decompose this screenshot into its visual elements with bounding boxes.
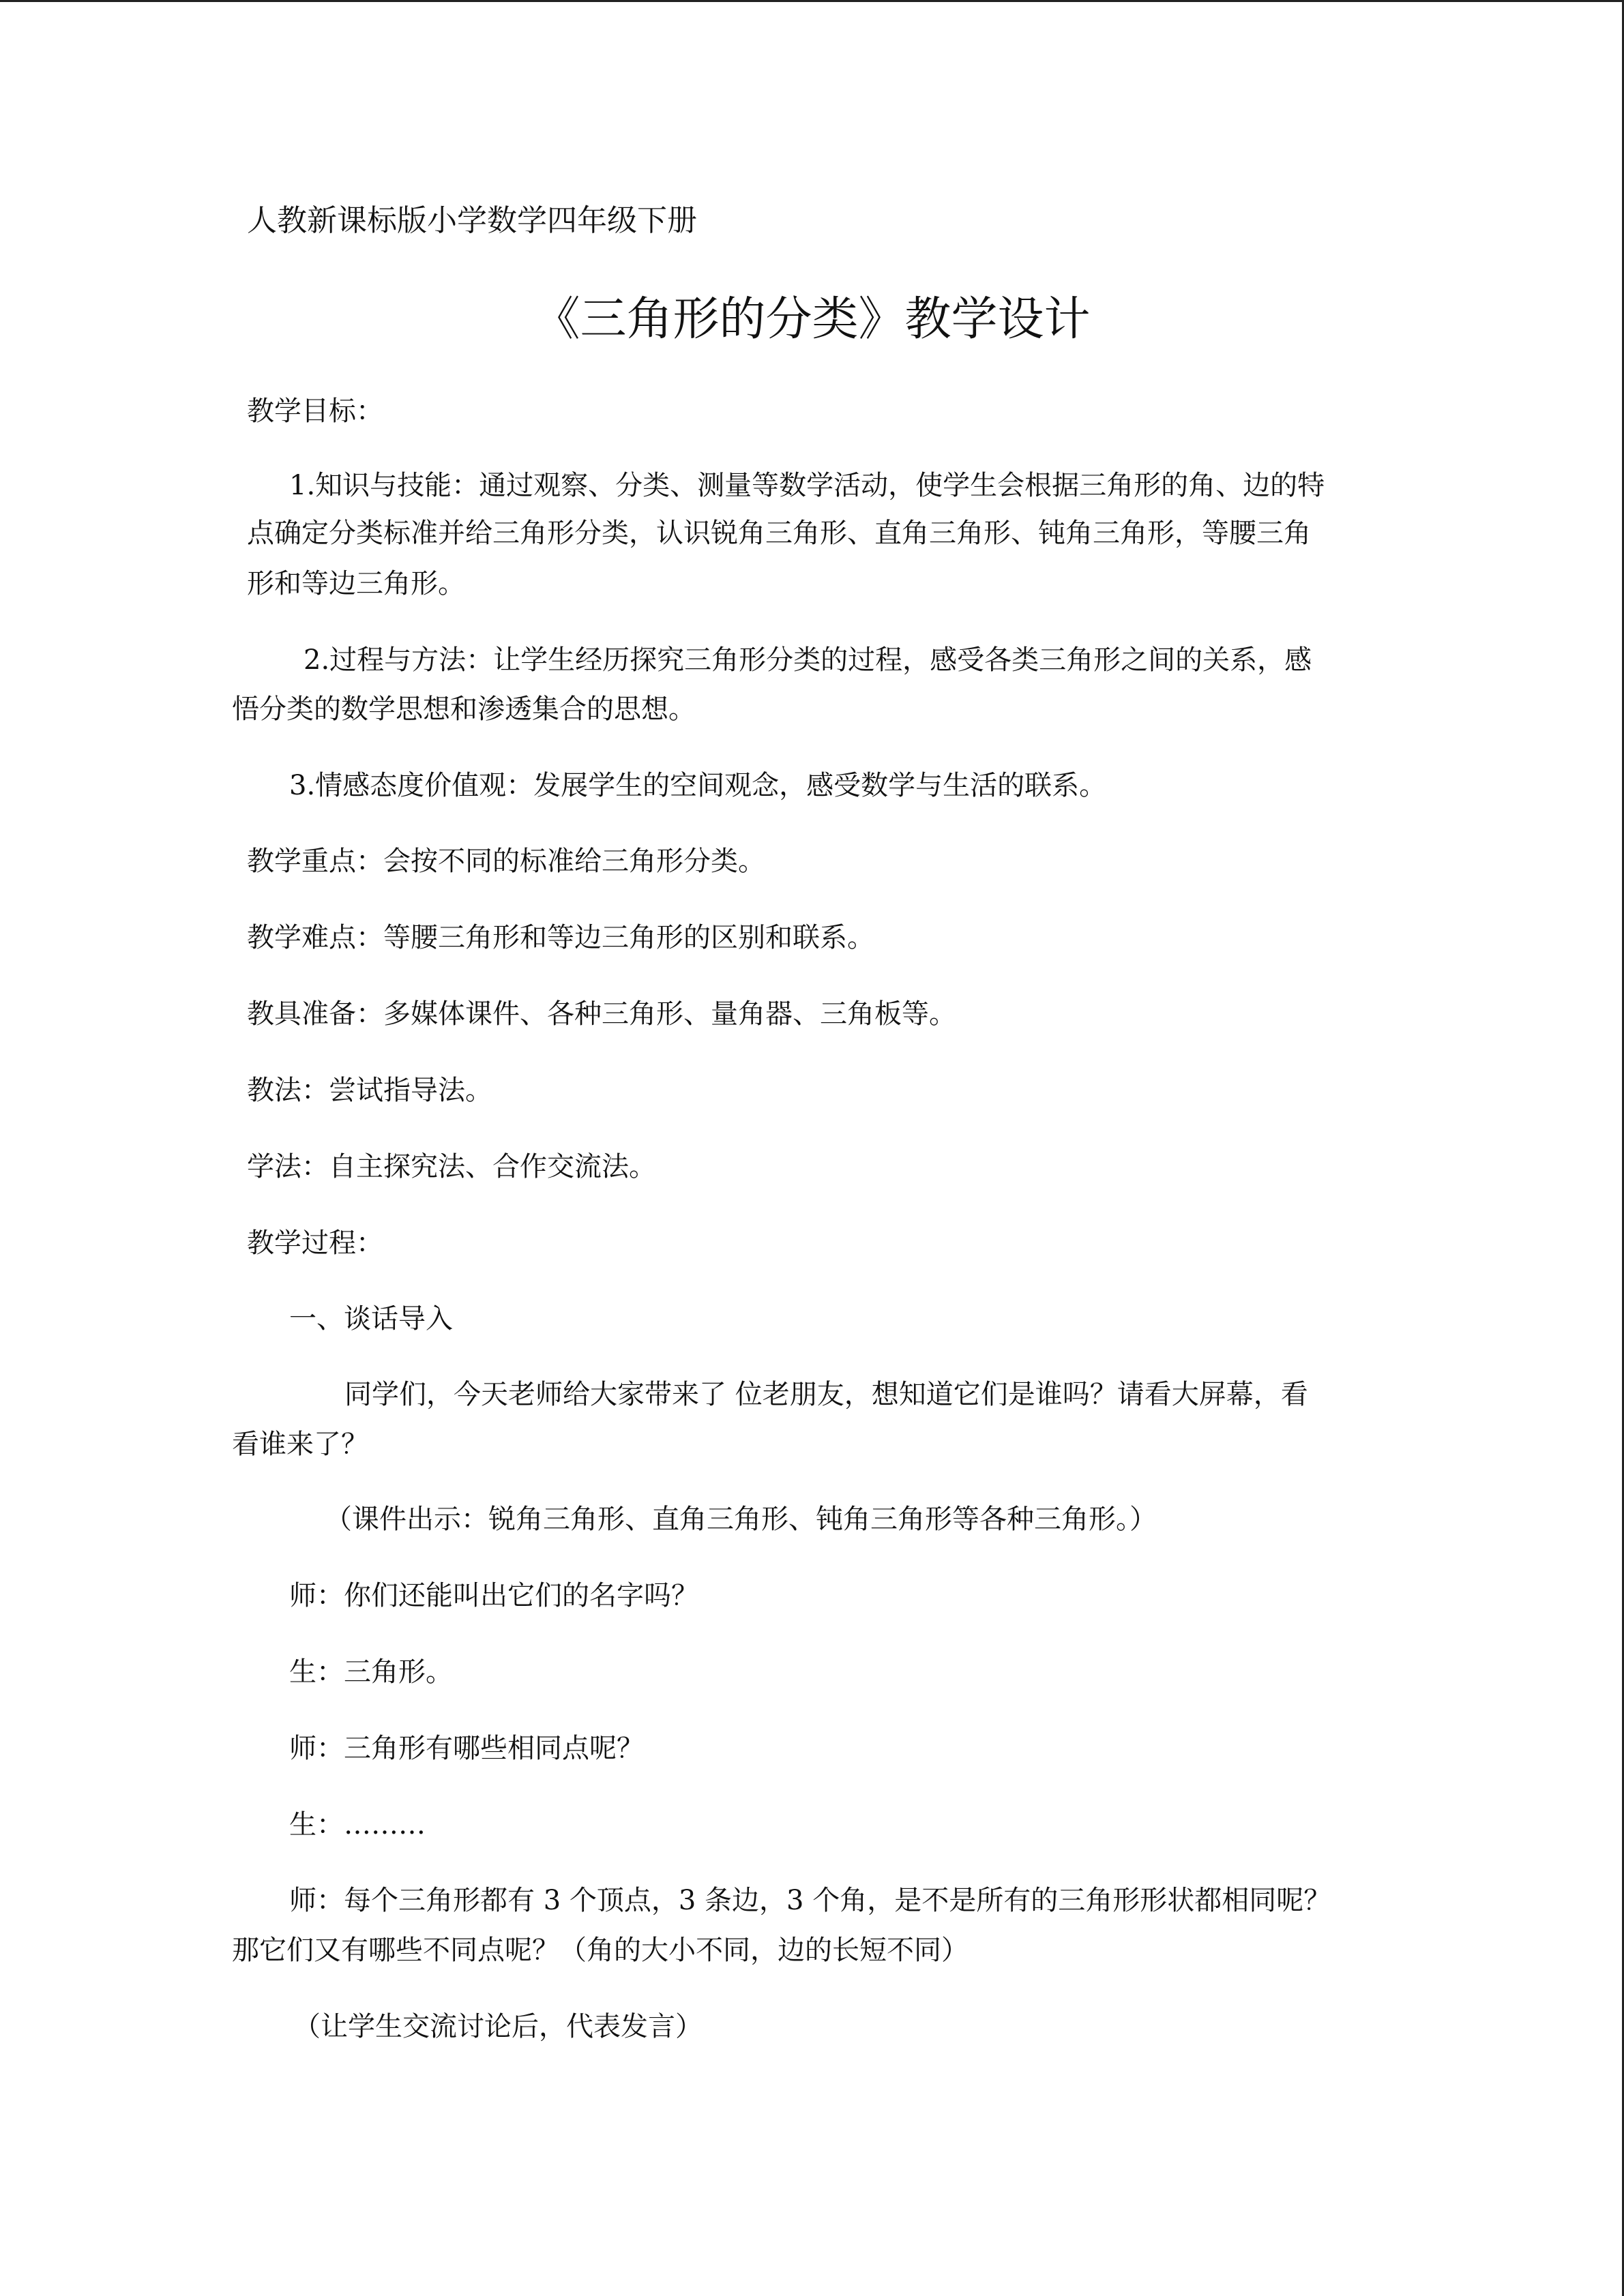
objective-1-line-2: 点确定分类标准并给三角形分类，认识锐角三角形、直角三角形、钝角三角形，等腰三角 <box>247 518 1311 549</box>
student-answer-2: 生：……… <box>289 1809 426 1840</box>
process-heading: 教学过程： <box>247 1227 383 1259</box>
student-answer-1: 生：三角形。 <box>289 1656 453 1688</box>
teaching-method: 教法：尝试指导法。 <box>247 1075 492 1106</box>
objective-2-line-1: 2.过程与方法：让学生经历探究三角形分类的过程，感受各类三角形之间的关系，感 <box>304 644 1312 676</box>
section-1-heading: 一、谈话导入 <box>289 1303 453 1335</box>
difficulty: 教学难点：等腰三角形和等边三角形的区别和联系。 <box>247 922 874 953</box>
discussion-note: （让学生交流讨论后，代表发言） <box>293 2011 703 2042</box>
teacher-question-2: 师：三角形有哪些相同点呢？ <box>289 1733 644 1764</box>
objective-2-line-2: 悟分类的数学思想和渗透集合的思想。 <box>232 694 696 725</box>
document-header: 人教新课标版小学数学四年级下册 <box>247 203 697 238</box>
page-border-top <box>0 0 1624 2</box>
teacher-question-1: 师：你们还能叫出它们的名字吗？ <box>289 1580 698 1611</box>
teacher-question-3-line-2: 那它们又有哪些不同点呢？（角的大小不同，边的长短不同） <box>232 1935 969 1966</box>
objective-1-line-1: 1.知识与技能：通过观察、分类、测量等数学活动，使学生会根据三角形的角、边的特 <box>289 470 1325 501</box>
learning-method: 学法：自主探究法、合作交流法。 <box>247 1151 656 1182</box>
objective-3: 3.情感态度价值观：发展学生的空间观念，感受数学与生活的联系。 <box>289 770 1107 801</box>
intro-line-1: 同学们，今天老师给大家带来了 位老朋友，想知道它们是谁吗？请看大屏幕，看 <box>344 1379 1308 1410</box>
document-title: 《三角形的分类》教学设计 <box>533 293 1091 346</box>
objective-1-line-3: 形和等边三角形。 <box>247 568 465 599</box>
intro-line-2: 看谁来了？ <box>232 1429 368 1460</box>
objectives-heading: 教学目标： <box>247 396 383 427</box>
teacher-question-3-line-1: 师：每个三角形都有 3 个顶点，3 条边，3 个角，是不是所有的三角形形状都相同呢？ <box>289 1885 1331 1916</box>
courseware-note: （课件出示：锐角三角形、直角三角形、钝角三角形等各种三角形。） <box>325 1504 1157 1535</box>
key-point: 教学重点：会按不同的标准给三角形分类。 <box>247 846 765 877</box>
materials: 教具准备：多媒体课件、各种三角形、量角器、三角板等。 <box>247 998 956 1030</box>
